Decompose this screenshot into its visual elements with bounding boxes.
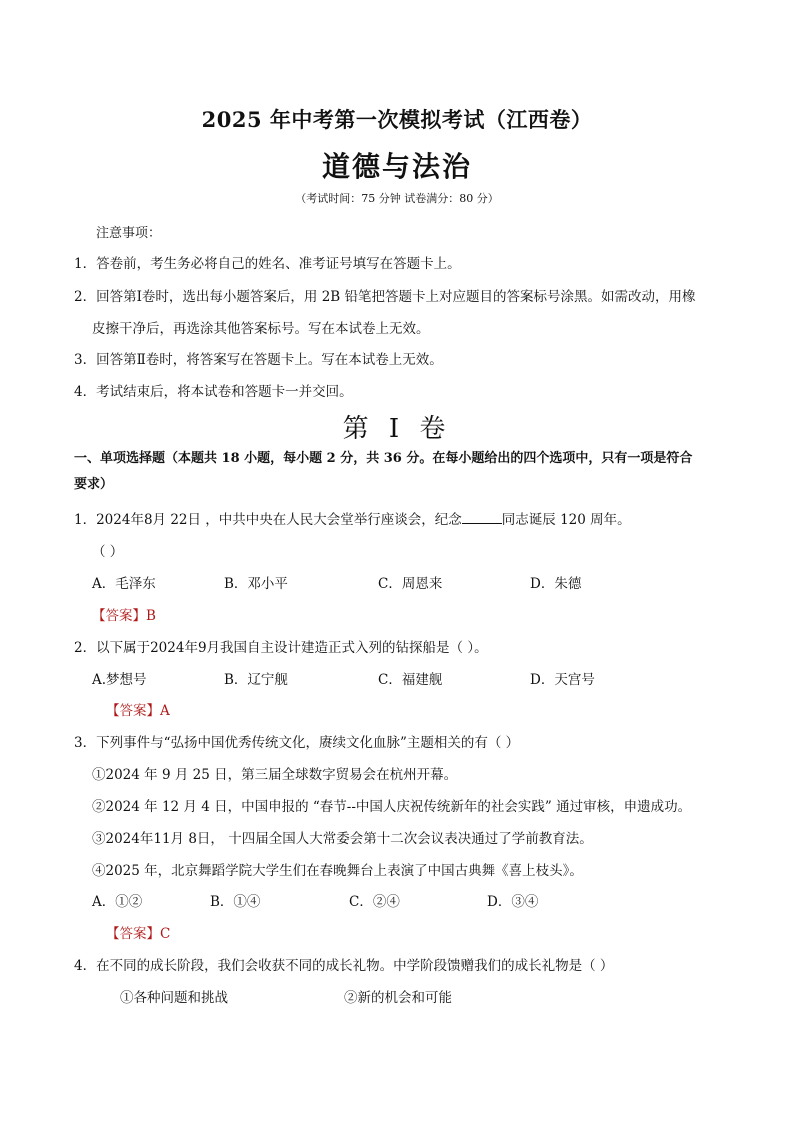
q1-option-a: A．毛泽东: [92, 576, 156, 592]
question-1-stem-part2: 同志诞辰 120 周年。: [501, 512, 631, 528]
answer-paren: （ ）: [92, 544, 124, 560]
question-2-stem: 2．以下属于2024年9月我国自主设计建造正式入列的钻探船是（ ）。: [74, 640, 488, 656]
q1-option-d: D．朱德: [530, 576, 582, 592]
q1-option-b: B．邓小平: [224, 576, 288, 592]
q4-statement: ②新的机会和可能: [344, 990, 452, 1006]
q2-option-b: B．辽宁舰: [224, 672, 288, 688]
note-item: 2．回答第Ⅰ卷时，选出每小题答案后，用 2B 铅笔把答题卡上对应题目的答案标号涂黑。如需改动，用橡: [74, 289, 696, 305]
note-item-continued: 皮擦干净后，再选涂其他答案标号。写在本试卷上无效。: [92, 321, 430, 337]
notes-heading: 注意事项：: [96, 226, 162, 241]
q4-statement: ①各种问题和挑战: [120, 990, 228, 1006]
q3-statement: ④2025 年，北京舞蹈学院大学生们在春晚舞台上表演了中国古典舞《喜上枝头》。: [92, 863, 583, 879]
q2-option-a: A.梦想号: [92, 672, 147, 688]
question-3-stem: 3．下列事件与“弘扬中国优秀传统文化，赓续文化血脉”主题相关的有（ ）: [74, 735, 520, 751]
q3-answer: 【答案】C: [106, 926, 171, 942]
q3-statement: ①2024 年 9 月 25 日，第三届全球数字贸易会在杭州开幕。: [92, 767, 458, 783]
fill-blank: [462, 511, 502, 524]
q3-option-a: A．①②: [92, 894, 143, 910]
q3-statement: ③2024年11月 8日， 十四届全国人大常委会第十二次会议表决通过了学前教育法。: [92, 831, 593, 847]
q2-answer: 【答案】A: [106, 703, 170, 719]
question-4-stem: 4．在不同的成长阶段，我们会收获不同的成长礼物。中学阶段馈赠我们的成长礼物是（ ）: [74, 958, 614, 974]
volume-title: 第 I 卷: [342, 414, 452, 444]
note-item: 3．回答第Ⅱ卷时，将答案写在答题卡上。写在本试卷上无效。: [74, 352, 443, 368]
q1-answer: 【答案】B: [92, 608, 156, 624]
q1-option-c: C．周恩来: [378, 576, 443, 592]
subject-title: 道德与法治: [321, 150, 472, 183]
q3-statement: ②2024 年 12 月 4 日，中国申报的 “春节--中国人庆祝传统新年的社会实践” 通过审核，申遗成功。: [92, 799, 692, 815]
question-1-stem-part1: 1．2024年8月 22日 ，中共中央在人民大会堂举行座谈会，纪念: [74, 512, 462, 528]
question-1-stem: [74, 508, 631, 528]
exam-info: （考试时间：75 分钟 试卷满分：80 分）: [295, 192, 499, 205]
section-heading-continued: 要求）: [74, 477, 114, 492]
q3-option-c: C．②④: [349, 894, 400, 910]
q2-option-c: C．福建舰: [378, 672, 443, 688]
note-item: 1．答卷前，考生务必将自己的姓名、准考证号填写在答题卡上。: [74, 256, 461, 272]
note-item: 4．考试结束后，将本试卷和答题卡一并交回。: [74, 384, 353, 400]
q3-option-d: D．③④: [487, 894, 539, 910]
section-heading: 一、单项选择题（本题共 18 小题，每小题 2 分，共 36 分。在每小题给出的四个选项中，只有一项是符合: [74, 451, 693, 466]
q2-option-d: D．天宫号: [530, 672, 595, 688]
exam-title: 2025 年中考第一次模拟考试（江西卷）: [201, 107, 593, 132]
q3-option-b: B．①④: [210, 894, 261, 910]
